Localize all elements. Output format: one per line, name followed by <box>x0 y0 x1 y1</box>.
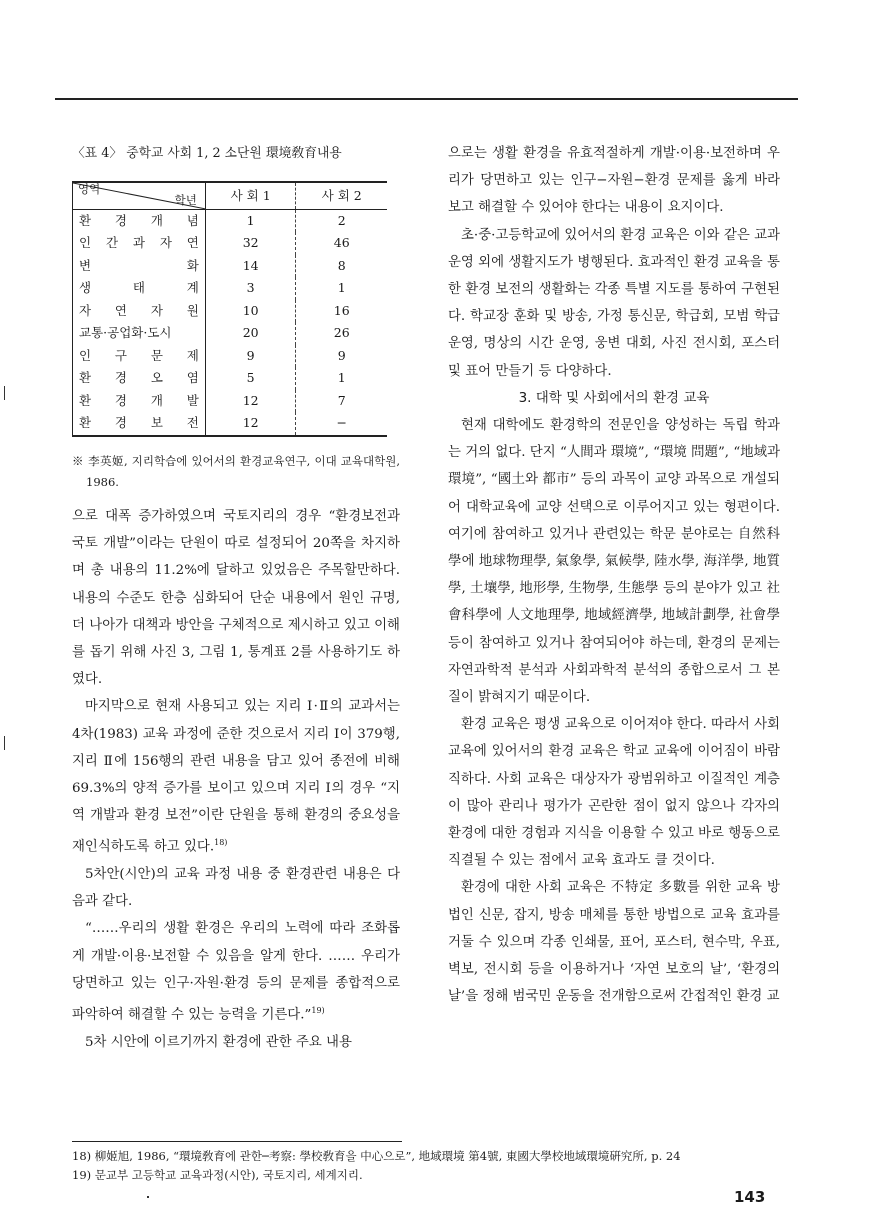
table-row <box>73 300 387 323</box>
left-column <box>72 140 400 1056</box>
right-column <box>448 140 780 1011</box>
paragraph: 5차 시안에 이르기까지 환경에 관한 주요 내용 <box>85 1034 352 1050</box>
quotation-text: “……우리의 생활 환경은 우리의 노력에 따라 조화롭게 개발·이용·보전할 수 있음을 알게 한다. …… 우리가 당면하고 있는 인구·자원·환경 등의 문제를 종합적으로 파악하여 해결할 수 있는 능력을 기른다.” <box>72 921 400 1023</box>
margin-mark <box>4 386 5 400</box>
row-value-1: 1 <box>205 209 296 232</box>
table-row <box>73 412 387 435</box>
row-value-2: − <box>336 415 347 431</box>
row-label: 환 경 보 전 <box>73 412 205 435</box>
paragraph: 환경에 대한 사회 교육은 不特定 多數를 위한 교육 방법인 신문, 잡지, 방송 매체를 통한 방법으로 교육 효과를 거둘 수 있으며 각종 인쇄물, 표어, 포스터, 현수막, 우표, 벽보, 전시회 등을 이용하거나 ‘자연 보호의 날’, ‘환경의 날’을 정해 범국민 운동을 전개함으로써 간접적인 환경 교 <box>448 880 780 1005</box>
paragraph: 현재 대학에도 환경학의 전문인을 양성하는 독립 학과는 거의 없다. 단지 “人間과 環境”, “環境 問題”, “地域과 環境”, “國土와 都市” 등의 과목이 교양 과목으로 개설되어 대학교육에 교양 선택으로 이루어지고 있는 형편이다. 여기에 참여하고 있거나 관련있는 학문 분야로는 自然科學에 地球物理學, 氣象學, 氣候學, 陸水學, 海洋學, 地質學, 土壤學, 地形學, 生物學, 生態學 등의 분야가 있고 社會科學에 人文地理學, 地域經濟學, 地域計劃學, 社會學 등이 참여하고 있거나 참여되어야 하는데, 환경의 문제는 자연과학적 분석과 사회과학적 분석의 종합으로서 그 본질이 밝혀지기 때문이다. <box>448 418 780 706</box>
table-row <box>73 277 387 300</box>
row-value-1: 12 <box>205 412 296 435</box>
row-value-1: 32 <box>205 232 296 255</box>
row-label: 교통·공업화·도시 <box>73 322 205 345</box>
header-area-label: 영역 <box>78 182 101 197</box>
paragraph: 환경 교육은 평생 교육으로 이어져야 한다. 따라서 사회 교육에 있어서의 환경 교육은 학교 교육에 이어짐이 바람직하다. 사회 교육은 대상자가 광범위하고 이질적인 계층이 많아 관리나 평가가 곤란한 점이 없지 않으나 각자의 환경에 대한 경험과 지식을 이용할 수 있고 바로 행동으로 직결될 수 있는 점에서 교육 효과도 클 것이다. <box>448 717 780 869</box>
table-row <box>73 232 387 255</box>
footnote-ref: 18) <box>214 838 228 848</box>
row-label: 생 태 계 <box>73 277 205 300</box>
header-col2: 사 회 2 <box>296 183 387 209</box>
footnote-ref: 19) <box>311 1006 325 1016</box>
footnote-18: 18) 柳姬旭, 1986, “環境敎育에 관한─考察: 學校敎育을 中心으로”, 地域環境 第4號, 東國大學校地域環境硏究所, p. 24 <box>72 1149 681 1163</box>
table-row <box>73 345 387 368</box>
speck <box>147 1196 149 1198</box>
row-value-2: 2 <box>337 212 346 228</box>
paragraph <box>72 693 400 861</box>
row-value-1: 3 <box>205 277 296 300</box>
margin-mark <box>4 736 5 750</box>
header-grade-label: 학년 <box>174 193 197 208</box>
row-label: 자 연 자 원 <box>73 300 205 323</box>
page-number: 143 <box>734 1188 766 1206</box>
table-row <box>73 322 387 345</box>
row-label: 인 구 문 제 <box>73 345 205 368</box>
row-value-2: 9 <box>337 347 346 363</box>
row-value-2: 8 <box>337 257 346 273</box>
row-label: 인 간 과 자 연 <box>73 232 205 255</box>
row-label: 환 경 개 념 <box>73 209 205 232</box>
paragraph-text: 마지막으로 현재 사용되고 있는 지리 Ⅰ·Ⅱ의 교과서는 4차(1983) 교육 과정에 준한 것으로서 지리 Ⅰ이 379행, 지리 Ⅱ에 156행의 관련 내용을 담고 있어 종전에 비해 69.3%의 양적 증가를 보이고 있으며 지리 Ⅰ의 경우 “지역 개발과 환경 보전”이란 단원을 통해 환경의 중요성을 재인식하도록 하고 있다. <box>72 699 400 855</box>
footnote-19: 19) 문교부 고등학교 교육과정(시안), 국토지리, 세계지리. <box>72 1168 363 1182</box>
row-value-2: 46 <box>333 235 350 251</box>
row-value-1: 14 <box>205 255 296 278</box>
row-value-1: 5 <box>205 367 296 390</box>
row-label: 변 화 <box>73 255 205 278</box>
paragraph: 으로는 생활 환경을 유효적절하게 개발·이용·보전하며 우리가 당면하고 있는 인구−자원−환경 문제를 옳게 바라보고 해결할 수 있어야 한다는 내용이 요지이다. <box>448 146 780 216</box>
row-value-2: 26 <box>333 325 350 341</box>
top-rule <box>55 98 798 100</box>
footnote-rule <box>72 1141 402 1142</box>
row-value-1: 10 <box>205 300 296 323</box>
table-row <box>73 367 387 390</box>
row-value-2: 16 <box>333 302 350 318</box>
paragraph: 5차안(시안)의 교육 과정 내용 중 환경관련 내용은 다음과 같다. <box>72 867 400 910</box>
paragraph: 으로 대폭 증가하였으며 국토지리의 경우 “환경보전과 국토 개발”이라는 단원이 따로 설정되어 20쪽을 차지하며 총 내용의 11.2%에 달하고 있었음은 주목할만하다. 내용의 수준도 한층 심화되어 단순 내용에서 원인 규명, 더 나아가 대책과 방안을 구체적으로 제시하고 있고 이해를 돕기 위해 사진 3, 그림 1, 통계표 2를 사용하기도 하였다. <box>72 508 400 688</box>
table-header-corner <box>73 183 205 209</box>
row-value-2: 1 <box>337 370 346 386</box>
quotation <box>72 915 400 1028</box>
table-caption: 〈표 4〉 중학교 사회 1, 2 소단원 環境敎育내용 <box>72 146 342 161</box>
row-value-2: 1 <box>337 280 346 296</box>
table-row <box>73 255 387 278</box>
row-value-1: 20 <box>205 322 296 345</box>
table-header-row <box>73 183 387 209</box>
table-source-note: ※ 李英姬, 지리학습에 있어서의 환경교육연구, 이대 교육대학원, 1986. <box>72 453 400 489</box>
table-row <box>73 209 387 232</box>
row-value-1: 12 <box>205 390 296 413</box>
row-label: 환 경 오 염 <box>73 367 205 390</box>
row-label: 환 경 개 발 <box>73 390 205 413</box>
table-row <box>73 390 387 413</box>
paragraph: 초·중·고등학교에 있어서의 환경 교육은 이와 같은 교과 운영 외에 생활지도가 병행된다. 효과적인 환경 교육을 통한 환경 보전의 생활화는 각종 특별 지도를 통하여 구현된다. 학교장 훈화 및 방송, 가정 통신문, 학급회, 모범 학급 운영, 명상의 시간 운영, 웅변 대회, 사진 전시회, 포스터 및 표어 만들기 등 다양하다. <box>448 227 780 379</box>
section-title: 3. 대학 및 사회에서의 환경 교육 <box>518 389 710 406</box>
table-4 <box>72 181 387 437</box>
row-value-2: 7 <box>337 392 346 408</box>
header-col1: 사 회 1 <box>205 183 296 209</box>
row-value-1: 9 <box>205 345 296 368</box>
